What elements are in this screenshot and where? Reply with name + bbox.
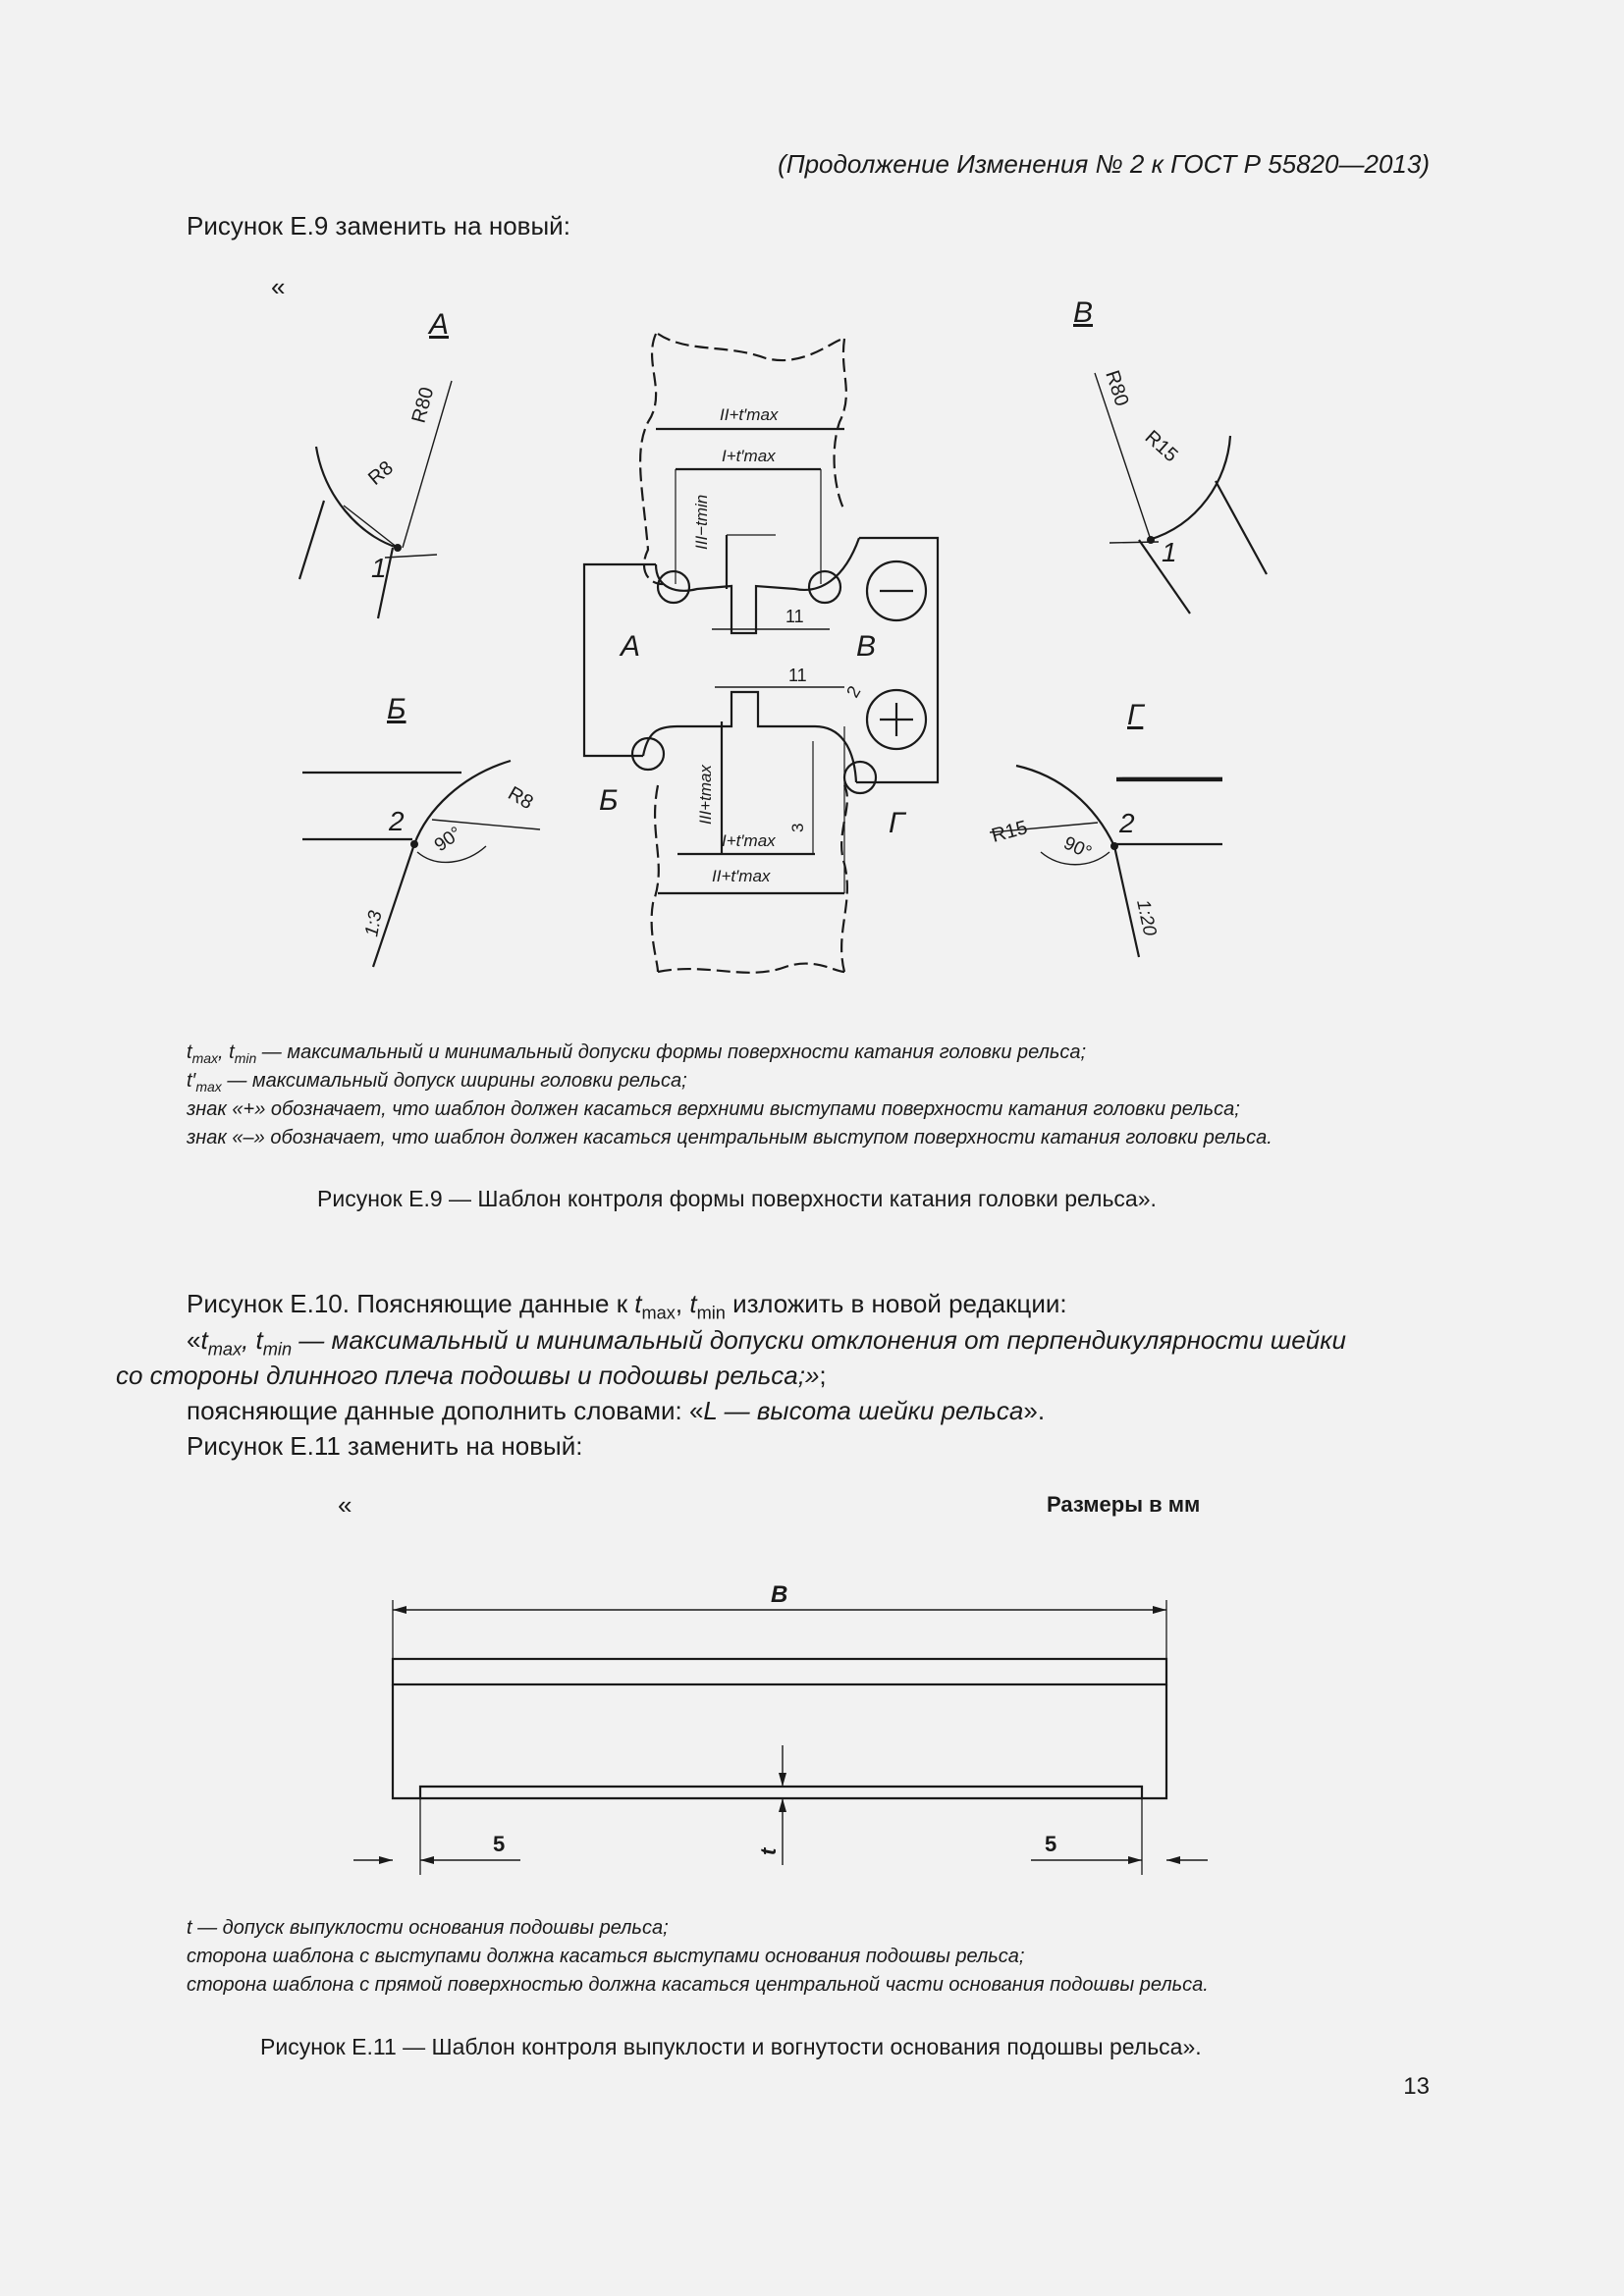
dim-I-bottom-label: I+t′max xyxy=(722,831,776,850)
dim-3-label: 3 xyxy=(788,823,807,832)
figure-e11 xyxy=(0,1551,1624,1885)
detail-circle-A xyxy=(658,571,689,603)
detail-V-point: 1 xyxy=(1162,537,1177,567)
detail-G-point: 2 xyxy=(1119,808,1135,838)
template-lower-profile xyxy=(643,692,856,782)
caption-e11: Рисунок Е.11 — Шаблон контроля выпуклости и вогнутости основания подошвы рельса». xyxy=(260,2034,1202,2059)
detail-G-arc xyxy=(1016,766,1114,846)
units-label: Размеры в мм xyxy=(1047,1492,1201,1517)
notes-e9 xyxy=(187,1039,1272,1152)
figure-e9 xyxy=(0,275,1624,1001)
detail-A-point: 1 xyxy=(371,553,387,583)
running-header: (Продолжение Изменения № 2 к ГОСТ Р 55820—2013) xyxy=(778,149,1430,179)
note-e9-line4: знак «–» обозначает, что шаблон должен касаться центральным выступом поверхности катания головки рельса. xyxy=(187,1127,1272,1148)
note-e9-line1: $t_{max}$, $t_{min}$ — максимальный и минимальный допуски формы поверхности катания головки рельса; xyxy=(187,1041,1087,1066)
label-A-detail: А xyxy=(429,308,450,341)
detail-G-r15: R15 xyxy=(989,817,1030,847)
dim-t-label: t xyxy=(756,1847,781,1855)
template-upper-profile xyxy=(656,538,859,633)
detail-A-flank xyxy=(299,501,324,579)
note-e9-line3: знак «+» обозначает, что шаблон должен касаться верхними выступами поверхности катания головки рельса; xyxy=(187,1098,1240,1120)
rail-break-right-top xyxy=(835,339,846,510)
label-V-main: В xyxy=(856,630,877,663)
detail-B-r8: R8 xyxy=(504,782,537,815)
dim-II-top-label: II+t′max xyxy=(720,405,779,424)
note-e11-line2: сторона шаблона с выступами должна касаться выступами основания подошвы рельса; xyxy=(187,1946,1025,1967)
detail-B-angle: 90° xyxy=(430,823,466,857)
notes-e11 xyxy=(187,1914,1209,2000)
dim-5-left-label: 5 xyxy=(493,1832,506,1856)
detail-B-slope-line xyxy=(373,844,414,967)
detail-B-point: 2 xyxy=(389,806,405,836)
detail-A-r80: R80 xyxy=(407,385,439,426)
detail-V-r15: R15 xyxy=(1140,426,1182,467)
dim-11-bottom-label: 11 xyxy=(788,666,807,685)
page-number: 13 xyxy=(1403,2073,1430,2100)
detail-A-r8-line xyxy=(344,506,398,548)
dim-B-label: B xyxy=(771,1581,788,1608)
detail-G-angle: 90° xyxy=(1059,832,1095,864)
rail-break-bottom xyxy=(658,964,844,973)
text-e11-instruction: Рисунок Е.11 заменить на новый: xyxy=(187,1431,583,1461)
label-G-main: Г xyxy=(889,807,905,839)
template-body xyxy=(393,1684,1166,1798)
detail-circle-G xyxy=(844,762,876,793)
text-e10-line3: со стороны длинного плеча подошвы и подошвы рельса;»; xyxy=(116,1361,827,1390)
note-e11-line1: t — допуск выпуклости основания подошвы рельса; xyxy=(187,1917,669,1939)
dim-5-right-label: 5 xyxy=(1045,1832,1057,1856)
text-e10-line2: «$t_{max}$, $t_{min}$ — максимальный и минимальный допуски отклонения от перпендикулярности шейки xyxy=(187,1325,1346,1360)
detail-circle-V xyxy=(809,571,840,603)
detail-V-r80: R80 xyxy=(1101,367,1133,409)
text-e10-line1: Рисунок Е.10. Поясняющие данные к $t_{max}$, $t_{min}$ изложить в новой редакции: xyxy=(187,1289,1067,1323)
dim-II-bottom-label: II+t′max xyxy=(712,867,771,885)
label-B-detail: Б xyxy=(387,693,406,725)
note-e9-line2: $t'_{max}$ — максимальный допуск ширины головки рельса; xyxy=(187,1070,687,1095)
detail-A-r8: R8 xyxy=(364,456,398,490)
detail-B-slope: 1:3 xyxy=(361,909,387,938)
detail-V-flank xyxy=(1216,481,1267,574)
detail-G-slope: 1:20 xyxy=(1132,897,1161,938)
label-V-detail: В xyxy=(1073,296,1094,329)
template-top-bar xyxy=(393,1659,1166,1684)
open-quote: « xyxy=(271,272,286,301)
text-e10-line4: поясняющие данные дополнить словами: «L — высота шейки рельса». xyxy=(187,1396,1046,1425)
note-e11-line3: сторона шаблона с прямой поверхностью должна касаться центральной части основания подошвы рельса. xyxy=(187,1974,1209,1996)
label-A-main: А xyxy=(621,630,641,663)
dim-III-top-label: III−tmin xyxy=(692,494,711,550)
dim-I-top-label: I+t′max xyxy=(722,447,776,465)
rail-break-left-top xyxy=(640,334,663,584)
rail-break-top xyxy=(658,334,844,360)
dim-11-top-label: 11 xyxy=(785,607,804,626)
label-G-detail: Г xyxy=(1127,699,1144,731)
caption-e9: Рисунок Е.9 — Шаблон контроля формы поверхности катания головки рельса». xyxy=(317,1186,1157,1211)
instruction-e9: Рисунок Е.9 заменить на новый: xyxy=(187,211,570,240)
dim-2-label: 2 xyxy=(842,682,865,701)
label-B-main: Б xyxy=(599,784,619,817)
open-quote-e11: « xyxy=(338,1490,352,1520)
rail-break-left-bottom xyxy=(652,785,659,972)
dim-III-bottom-label: III+tmax xyxy=(696,765,715,825)
